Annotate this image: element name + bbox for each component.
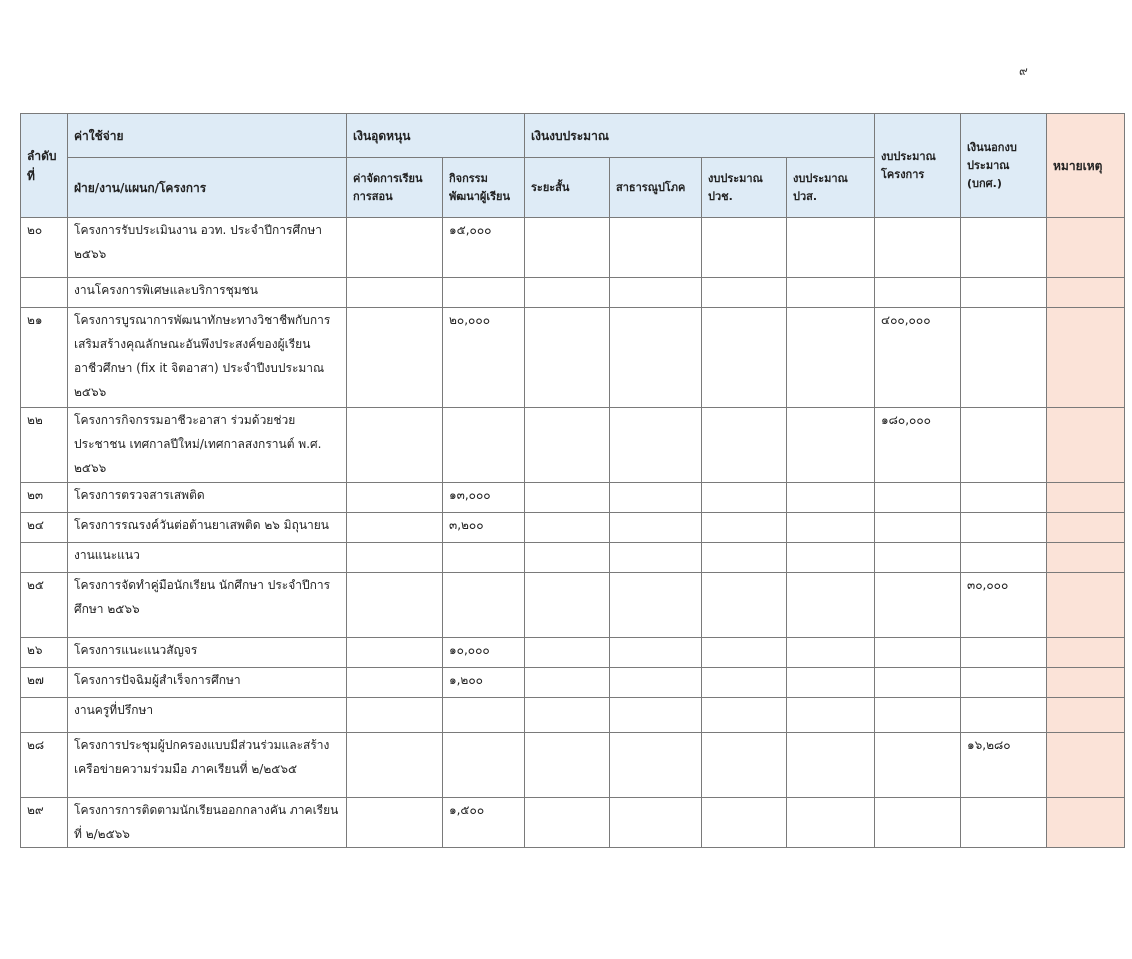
cell-pvc xyxy=(702,573,787,638)
header-project: ฝ่าย/งาน/แผนก/โครงการ xyxy=(68,158,347,218)
table-row xyxy=(21,408,1125,483)
cell-pvs xyxy=(787,218,875,278)
cell-name: โครงการแนะแนวสัญจร xyxy=(68,638,347,668)
cell-name: โครงการประชุมผู้ปกครองแบบมีส่วนร่วมและสร้างเครือข่ายความร่วมมือ ภาคเรียนที่ ๒/๒๕๖๕ xyxy=(68,733,347,798)
cell-pvc xyxy=(702,668,787,698)
cell-short-term xyxy=(525,573,610,638)
page-number: ๙ xyxy=(1019,64,1028,78)
table-row xyxy=(21,308,1125,408)
cell-off-budget xyxy=(961,668,1047,698)
cell-utilities xyxy=(610,798,702,848)
header-pvc: งบประมาณ ปวช. xyxy=(702,158,787,218)
cell-project-budget xyxy=(875,638,961,668)
cell-activity: ๑,๕๐๐ xyxy=(443,798,525,848)
cell-pvs xyxy=(787,573,875,638)
cell-name: โครงการจัดทำคู่มือนักเรียน นักศึกษา ประจำปีการศึกษา ๒๕๖๖ xyxy=(68,573,347,638)
cell-name: โครงการปัจฉิมผู้สำเร็จการศึกษา xyxy=(68,668,347,698)
cell-no: ๒๓ xyxy=(21,483,68,513)
cell-no: ๒๖ xyxy=(21,638,68,668)
cell-pvc xyxy=(702,218,787,278)
cell-utilities xyxy=(610,483,702,513)
section-row xyxy=(21,278,1125,308)
cell-short-term xyxy=(525,513,610,543)
section-row xyxy=(21,543,1125,573)
section-title: งานแนะแนว xyxy=(68,543,347,573)
cell-no: ๒๔ xyxy=(21,513,68,543)
cell-pvs xyxy=(787,638,875,668)
cell-remark xyxy=(1047,573,1125,638)
cell-pvs xyxy=(787,513,875,543)
cell-short-term xyxy=(525,483,610,513)
cell-pvc xyxy=(702,308,787,408)
cell-remark xyxy=(1047,698,1125,733)
cell-utilities xyxy=(610,218,702,278)
header-subsidy: เงินอุดหนุน xyxy=(347,114,525,158)
cell-teaching xyxy=(347,638,443,668)
cell-no: ๒๙ xyxy=(21,798,68,848)
cell-project-budget: ๔๐๐,๐๐๐ xyxy=(875,308,961,408)
cell-remark xyxy=(1047,408,1125,483)
header-off-budget: เงินนอกงบประมาณ (บกศ.) xyxy=(961,114,1047,218)
cell-no: ๒๗ xyxy=(21,668,68,698)
table-row xyxy=(21,218,1125,278)
cell-utilities xyxy=(610,668,702,698)
cell-short-term xyxy=(525,638,610,668)
header-gov-budget: เงินงบประมาณ xyxy=(525,114,875,158)
cell-name: โครงการกิจกรรมอาชีวะอาสา ร่วมด้วยช่วยประชาชน เทศกาลปีใหม่/เทศกาลสงกรานต์ พ.ศ. ๒๕๖๖ xyxy=(68,408,347,483)
cell-activity: ๑๕,๐๐๐ xyxy=(443,218,525,278)
cell-teaching xyxy=(347,513,443,543)
table-row xyxy=(21,798,1125,848)
cell-no: ๒๑ xyxy=(21,308,68,408)
cell-pvc xyxy=(702,408,787,483)
cell-project-budget: ๑๘๐,๐๐๐ xyxy=(875,408,961,483)
header-utilities: สาธารณูปโภค xyxy=(610,158,702,218)
table-row xyxy=(21,573,1125,638)
cell-no: ๒๘ xyxy=(21,733,68,798)
cell-short-term xyxy=(525,218,610,278)
header-remark: หมายเหตุ xyxy=(1047,114,1125,218)
cell-pvs xyxy=(787,798,875,848)
table-row xyxy=(21,733,1125,798)
cell-pvc xyxy=(702,798,787,848)
cell-remark xyxy=(1047,483,1125,513)
cell-project-budget xyxy=(875,668,961,698)
cell-remark xyxy=(1047,798,1125,848)
cell-short-term xyxy=(525,798,610,848)
cell-name: โครงการรับประเมินงาน อวท. ประจำปีการศึกษา ๒๕๖๖ xyxy=(68,218,347,278)
table-row xyxy=(21,668,1125,698)
cell-project-budget xyxy=(875,798,961,848)
cell-activity: ๑๓,๐๐๐ xyxy=(443,483,525,513)
cell-project-budget xyxy=(875,513,961,543)
cell-remark xyxy=(1047,218,1125,278)
cell-off-budget: ๑๖,๒๘๐ xyxy=(961,733,1047,798)
cell-pvs xyxy=(787,668,875,698)
cell-pvc xyxy=(702,483,787,513)
cell-teaching xyxy=(347,733,443,798)
header-pvs: งบประมาณ ปวส. xyxy=(787,158,875,218)
cell-short-term xyxy=(525,308,610,408)
cell-name: โครงการการติดตามนักเรียนออกกลางคัน ภาคเรียนที่ ๒/๒๕๖๖ xyxy=(68,798,347,848)
cell-activity xyxy=(443,408,525,483)
cell-name: โครงการบูรณาการพัฒนาทักษะทางวิชาชีพกับการเสริมสร้างคุณลักษณะอันพึงประสงค์ของผู้เรียนอาชีวศึกษา (fix it จิตอาสา) ประจำปีงบประมาณ ๒๕๖๖ xyxy=(68,308,347,408)
cell-activity: ๒๐,๐๐๐ xyxy=(443,308,525,408)
budget-table xyxy=(20,113,1125,848)
cell-remark xyxy=(1047,733,1125,798)
cell-pvs xyxy=(787,408,875,483)
cell-pvc xyxy=(702,513,787,543)
cell-short-term xyxy=(525,668,610,698)
cell-off-budget xyxy=(961,638,1047,668)
cell-activity xyxy=(443,573,525,638)
table-row xyxy=(21,483,1125,513)
cell-short-term xyxy=(525,733,610,798)
section-row xyxy=(21,698,1125,733)
cell-pvs xyxy=(787,483,875,513)
cell-off-budget xyxy=(961,308,1047,408)
cell-no: ๒๒ xyxy=(21,408,68,483)
cell-utilities xyxy=(610,408,702,483)
cell-project-budget xyxy=(875,218,961,278)
cell-off-budget xyxy=(961,408,1047,483)
cell-teaching xyxy=(347,573,443,638)
cell-utilities xyxy=(610,573,702,638)
cell-remark xyxy=(1047,308,1125,408)
cell-teaching xyxy=(347,798,443,848)
section-title: งานครูที่ปรึกษา xyxy=(68,698,347,733)
cell-off-budget: ๓๐,๐๐๐ xyxy=(961,573,1047,638)
cell-utilities xyxy=(610,308,702,408)
section-title: งานโครงการพิเศษและบริการชุมชน xyxy=(68,278,347,308)
header-activity: กิจกรรมพัฒนาผู้เรียน xyxy=(443,158,525,218)
table-row xyxy=(21,513,1125,543)
cell-off-budget xyxy=(961,218,1047,278)
cell-project-budget xyxy=(875,573,961,638)
header-short-term: ระยะสั้น xyxy=(525,158,610,218)
cell-activity xyxy=(443,733,525,798)
cell-project-budget xyxy=(875,733,961,798)
cell-teaching xyxy=(347,483,443,513)
cell-off-budget xyxy=(961,483,1047,513)
cell-remark xyxy=(1047,543,1125,573)
cell-activity: ๑๐,๐๐๐ xyxy=(443,638,525,668)
cell-name: โครงการรณรงค์วันต่อต้านยาเสพติด ๒๖ มิถุนายน xyxy=(68,513,347,543)
header-expense: ค่าใช้จ่าย xyxy=(68,114,347,158)
cell-remark xyxy=(1047,278,1125,308)
cell-off-budget xyxy=(961,513,1047,543)
cell-short-term xyxy=(525,408,610,483)
cell-no: ๒๕ xyxy=(21,573,68,638)
cell-teaching xyxy=(347,218,443,278)
cell-activity: ๓,๒๐๐ xyxy=(443,513,525,543)
cell-teaching xyxy=(347,308,443,408)
header-project-budget: งบประมาณโครงการ xyxy=(875,114,961,218)
table-row xyxy=(21,638,1125,668)
cell-activity: ๑,๒๐๐ xyxy=(443,668,525,698)
cell-teaching xyxy=(347,668,443,698)
cell-remark xyxy=(1047,513,1125,543)
cell-name: โครงการตรวจสารเสพติด xyxy=(68,483,347,513)
header-teaching: ค่าจัดการเรียนการสอน xyxy=(347,158,443,218)
cell-remark xyxy=(1047,638,1125,668)
cell-remark xyxy=(1047,668,1125,698)
cell-project-budget xyxy=(875,483,961,513)
cell-pvc xyxy=(702,638,787,668)
cell-pvs xyxy=(787,308,875,408)
cell-off-budget xyxy=(961,798,1047,848)
header-no: ลำดับที่ xyxy=(21,114,68,218)
cell-utilities xyxy=(610,638,702,668)
cell-utilities xyxy=(610,733,702,798)
cell-pvc xyxy=(702,733,787,798)
cell-no: ๒๐ xyxy=(21,218,68,278)
cell-utilities xyxy=(610,513,702,543)
cell-pvs xyxy=(787,733,875,798)
cell-teaching xyxy=(347,408,443,483)
